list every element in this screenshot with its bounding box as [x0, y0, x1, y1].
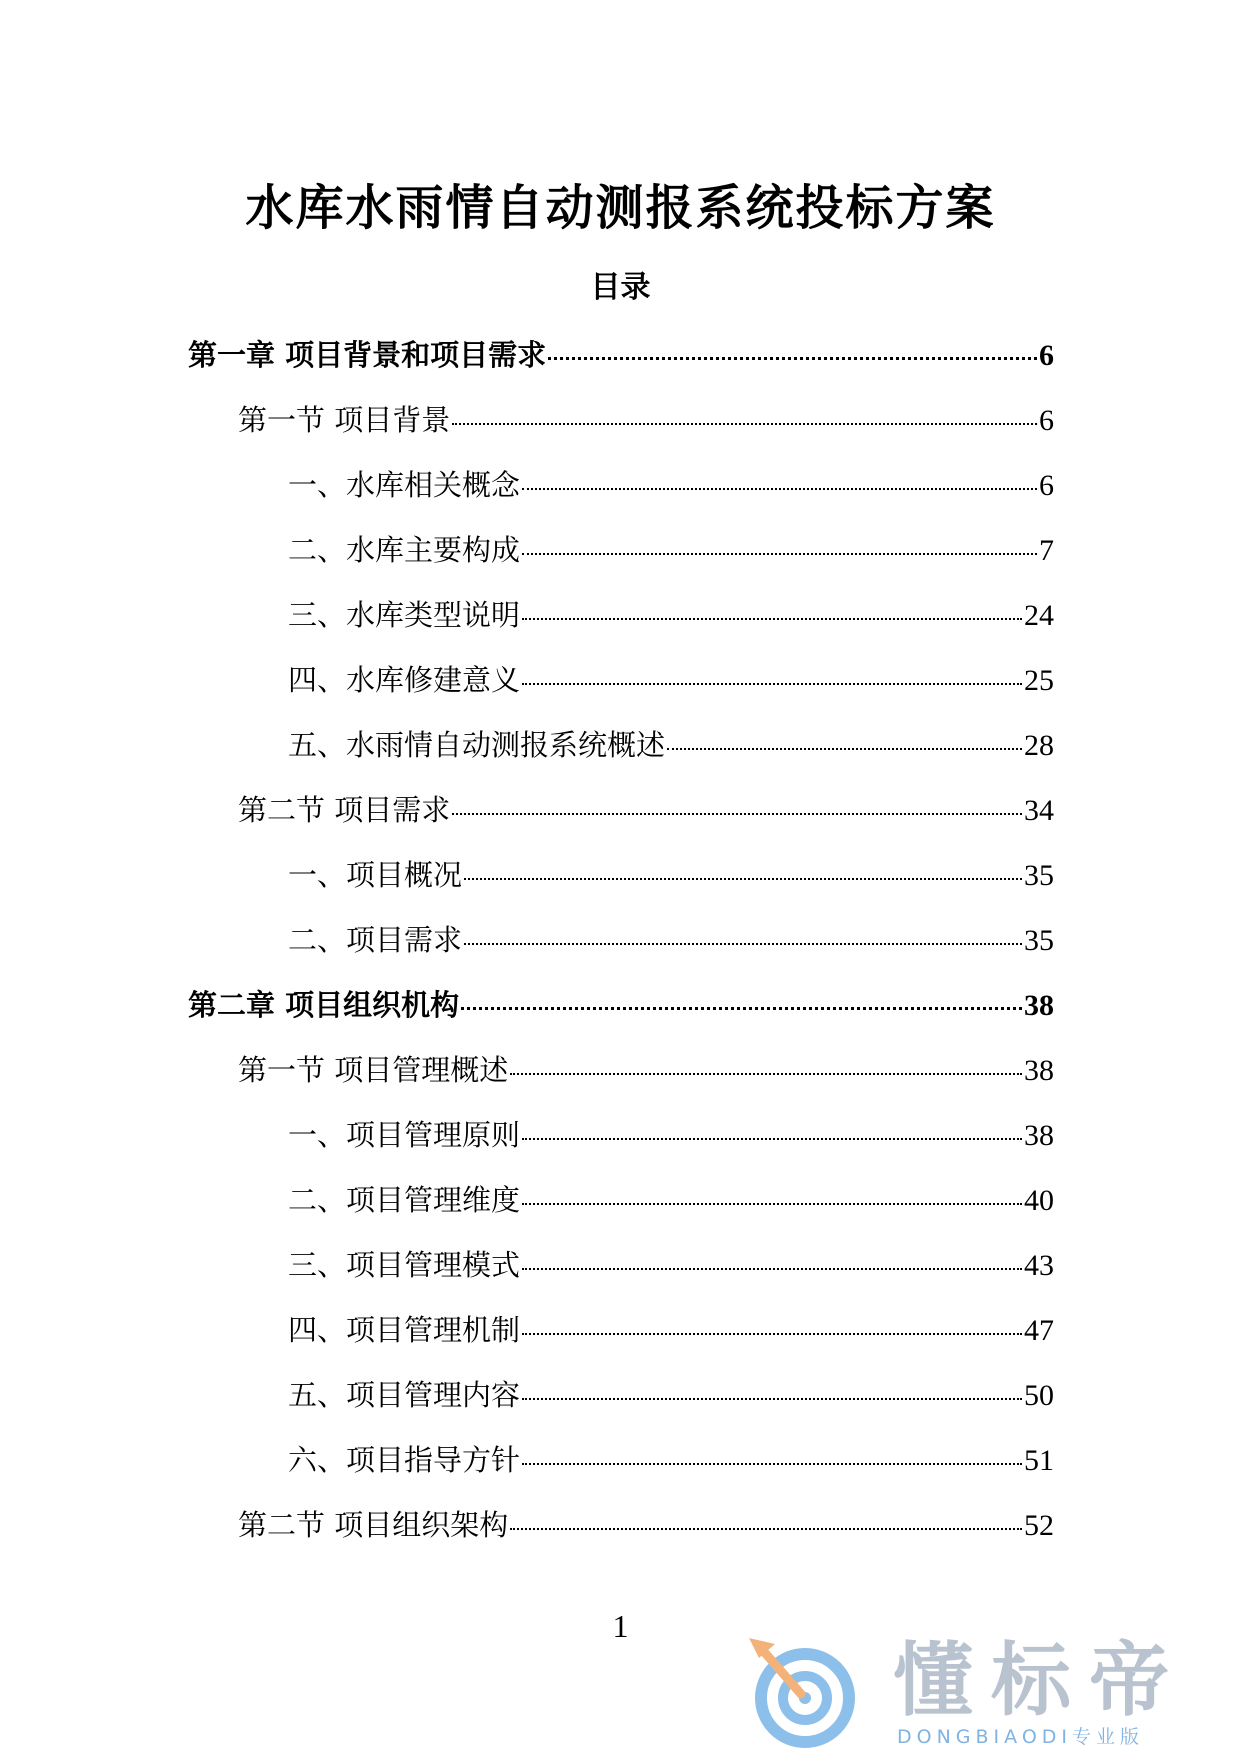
toc-page-number: 43	[1024, 1249, 1054, 1282]
toc-subsection-entry[interactable]	[188, 650, 1054, 715]
toc-subsection-entry[interactable]	[188, 1365, 1054, 1430]
toc-subsection-entry[interactable]	[188, 520, 1054, 585]
toc-page-number: 24	[1024, 599, 1054, 632]
toc-dot-leader	[510, 1073, 1022, 1075]
toc-page-number: 6	[1039, 404, 1054, 437]
toc-dot-leader	[461, 1007, 1022, 1010]
toc-entry-title: 六、项目指导方针	[288, 1443, 521, 1477]
toc-subsection-entry[interactable]	[188, 715, 1054, 780]
toc-subsection-entry[interactable]	[188, 1300, 1054, 1365]
toc-dot-leader	[522, 488, 1037, 490]
toc-dot-leader	[464, 943, 1022, 945]
toc-subsection-entry[interactable]	[188, 585, 1054, 650]
toc-entry-title: 二、项目管理维度	[288, 1183, 521, 1217]
toc-section-entry[interactable]	[188, 1495, 1054, 1560]
toc-subsection-entry[interactable]	[188, 910, 1054, 975]
toc-dot-leader	[522, 618, 1022, 620]
toc-dot-leader	[522, 1268, 1022, 1270]
toc-entry-title: 二、水库主要构成	[288, 533, 521, 567]
toc-dot-leader	[522, 553, 1037, 555]
watermark	[745, 1634, 1225, 1750]
document-title: 水库水雨情自动测报系统投标方案	[245, 180, 996, 236]
toc-page-number: 50	[1024, 1379, 1054, 1412]
toc-entry-title: 五、水雨情自动测报系统概述	[288, 728, 666, 762]
toc-chapter-entry[interactable]	[188, 325, 1054, 390]
toc-page-number: 38	[1024, 1054, 1054, 1087]
toc-entry-title: 第一节 项目管理概述	[238, 1053, 509, 1087]
watermark-brand-name: 懂标帝	[893, 1634, 1187, 1727]
table-of-contents	[188, 325, 1054, 1560]
toc-page-number: 51	[1024, 1444, 1054, 1477]
toc-entry-title: 五、项目管理内容	[288, 1378, 521, 1412]
toc-subsection-entry[interactable]	[188, 1430, 1054, 1495]
toc-dot-leader	[522, 1203, 1022, 1205]
toc-entry-title: 二、项目需求	[288, 923, 463, 957]
toc-dot-leader	[452, 813, 1022, 815]
toc-subsection-entry[interactable]	[188, 1235, 1054, 1300]
toc-entry-title: 一、水库相关概念	[288, 468, 521, 502]
toc-entry-title: 第一节 项目背景	[238, 403, 451, 437]
toc-entry-title: 第二节 项目需求	[238, 793, 451, 827]
toc-dot-leader	[452, 423, 1037, 425]
toc-page-number: 6	[1039, 339, 1054, 372]
toc-subsection-entry[interactable]	[188, 845, 1054, 910]
toc-entry-title: 一、项目概况	[288, 858, 463, 892]
page-number: 1	[612, 1608, 629, 1644]
toc-section-entry[interactable]	[188, 1040, 1054, 1105]
toc-page-number: 34	[1024, 794, 1054, 827]
target-arrow-icon	[745, 1634, 865, 1750]
toc-entry-title: 第二章 项目组织机构	[188, 988, 460, 1022]
toc-page-number: 38	[1024, 989, 1054, 1022]
toc-entry-title: 第二节 项目组织架构	[238, 1508, 509, 1542]
toc-dot-leader	[522, 1138, 1022, 1140]
toc-entry-title: 三、项目管理模式	[288, 1248, 521, 1282]
toc-dot-leader	[510, 1528, 1022, 1530]
toc-page-number: 52	[1024, 1509, 1054, 1542]
toc-heading: 目录	[590, 270, 651, 305]
toc-subsection-entry[interactable]	[188, 455, 1054, 520]
watermark-subtitle: DONGBIAODI专业版	[897, 1726, 1145, 1748]
toc-entry-title: 一、项目管理原则	[288, 1118, 521, 1152]
toc-page-number: 7	[1039, 534, 1054, 567]
toc-section-entry[interactable]	[188, 390, 1054, 455]
toc-dot-leader	[464, 878, 1022, 880]
toc-dot-leader	[667, 748, 1022, 750]
toc-chapter-entry[interactable]	[188, 975, 1054, 1040]
toc-dot-leader	[548, 357, 1037, 360]
toc-dot-leader	[522, 1333, 1022, 1335]
toc-entry-title: 三、水库类型说明	[288, 598, 521, 632]
toc-dot-leader	[522, 1398, 1022, 1400]
toc-subsection-entry[interactable]	[188, 1105, 1054, 1170]
toc-subsection-entry[interactable]	[188, 1170, 1054, 1235]
toc-page-number: 47	[1024, 1314, 1054, 1347]
toc-page-number: 6	[1039, 469, 1054, 502]
toc-page-number: 40	[1024, 1184, 1054, 1217]
toc-entry-title: 四、水库修建意义	[288, 663, 521, 697]
toc-dot-leader	[522, 1463, 1022, 1465]
toc-page-number: 25	[1024, 664, 1054, 697]
toc-page-number: 35	[1024, 859, 1054, 892]
toc-page-number: 38	[1024, 1119, 1054, 1152]
toc-section-entry[interactable]	[188, 780, 1054, 845]
toc-page-number: 35	[1024, 924, 1054, 957]
toc-dot-leader	[522, 683, 1022, 685]
toc-entry-title: 四、项目管理机制	[288, 1313, 521, 1347]
toc-entry-title: 第一章 项目背景和项目需求	[188, 338, 547, 372]
toc-page-number: 28	[1024, 729, 1054, 762]
